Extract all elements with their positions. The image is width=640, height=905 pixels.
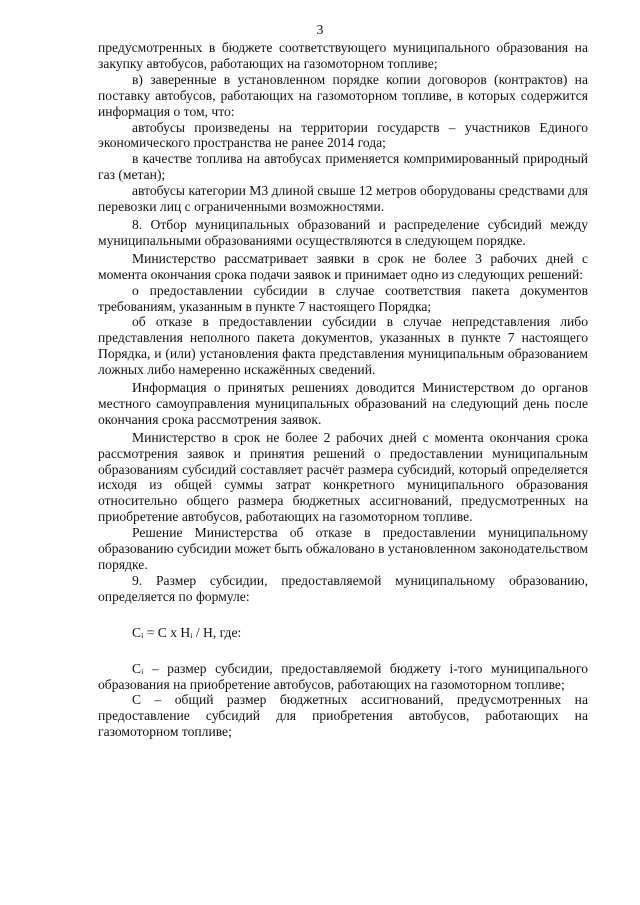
subsidy-formula: Сᵢ = С х Нᵢ / Н, где: — [132, 624, 242, 640]
document-body — [98, 40, 588, 740]
paragraph-ci-definition: Сᵢ – размер субсидии, предоставляемой бюджету i-того муниципального образования на приобретение автобусов, работающих на газомоторном топливе; — [98, 660, 588, 692]
paragraph-fuel-type: в качестве топлива на автобусах применяется компримированный природный газ (метан); — [98, 151, 588, 183]
paragraph-grant-decision: о предоставлении субсидии в случае соответствия пакета документов требованиям, указанным в пункте 7 настоящего Порядка; — [98, 282, 588, 314]
paragraph-review-terms: Министерство рассматривает заявки в срок не более 3 рабочих дней с момента окончания срока подачи заявок и принимает одно из следующих решений: — [98, 250, 588, 282]
paragraph-refusal-decision: об отказе в предоставлении субсидии в случае непредставления либо представления неполного пакета документов, указанных в пункте 7 настоящего Порядка, и (или) установления факта представления муниципальным образованием ложных либо намеренно искажённых сведений. — [98, 314, 588, 378]
paragraph-bus-category: автобусы категории М3 длиной свыше 12 метров оборудованы средствами для перевозки лиц с ограниченными возможностями. — [98, 183, 588, 215]
paragraph-section-9: 9. Размер субсидии, предоставляемой муниципальному образованию, определяется по формуле: — [98, 572, 588, 604]
paragraph-item-v: в) заверенные в установленном порядке копии договоров (контрактов) на поставку автобусов, работающих на газомоторном топливе, в которых содержится информация о том, что: — [98, 71, 588, 119]
paragraph-bus-origin: автобусы произведены на территории государств – участников Единого экономического пространства не ранее 2014 года; — [98, 119, 588, 151]
page-number: 3 — [316, 22, 324, 37]
paragraph-appeal: Решение Министерства об отказе в предоставлении муниципальному образованию субсидии может быть обжаловано в установленном законодательством порядке. — [98, 525, 588, 572]
paragraph-calculation: Министерство в срок не более 2 рабочих дней с момента окончания срока рассмотрения заявок и принятия решений о предоставлении муниципальным образованиям субсидий составляет расчёт размера субсидий, который определяется исходя из общей суммы затрат конкретного муниципального образования относительно общего размера бюджетных ассигнований, предусмотренных на приобретение автобусов, работающих на газомоторном топливе. — [98, 429, 588, 525]
paragraph-section-8: 8. Отбор муниципальных образований и распределение субсидий между муниципальными образованиями осуществляются в следующем порядке. — [98, 216, 588, 248]
paragraph-continuation: предусмотренных в бюджете соответствующего муниципального образования на закупку автобусов, работающих на газомоторном топливе; — [98, 40, 588, 71]
paragraph-c-definition: С – общий размер бюджетных ассигнований, предусмотренных на предоставление субсидий для приобретения автобусов, работающих на газомоторном топливе; — [98, 692, 588, 740]
paragraph-decision-notice: Информация о принятых решениях доводится Министерством до органов местного самоуправления муниципальных образований на следующий день после окончания срока рассмотрения заявок. — [98, 380, 588, 427]
